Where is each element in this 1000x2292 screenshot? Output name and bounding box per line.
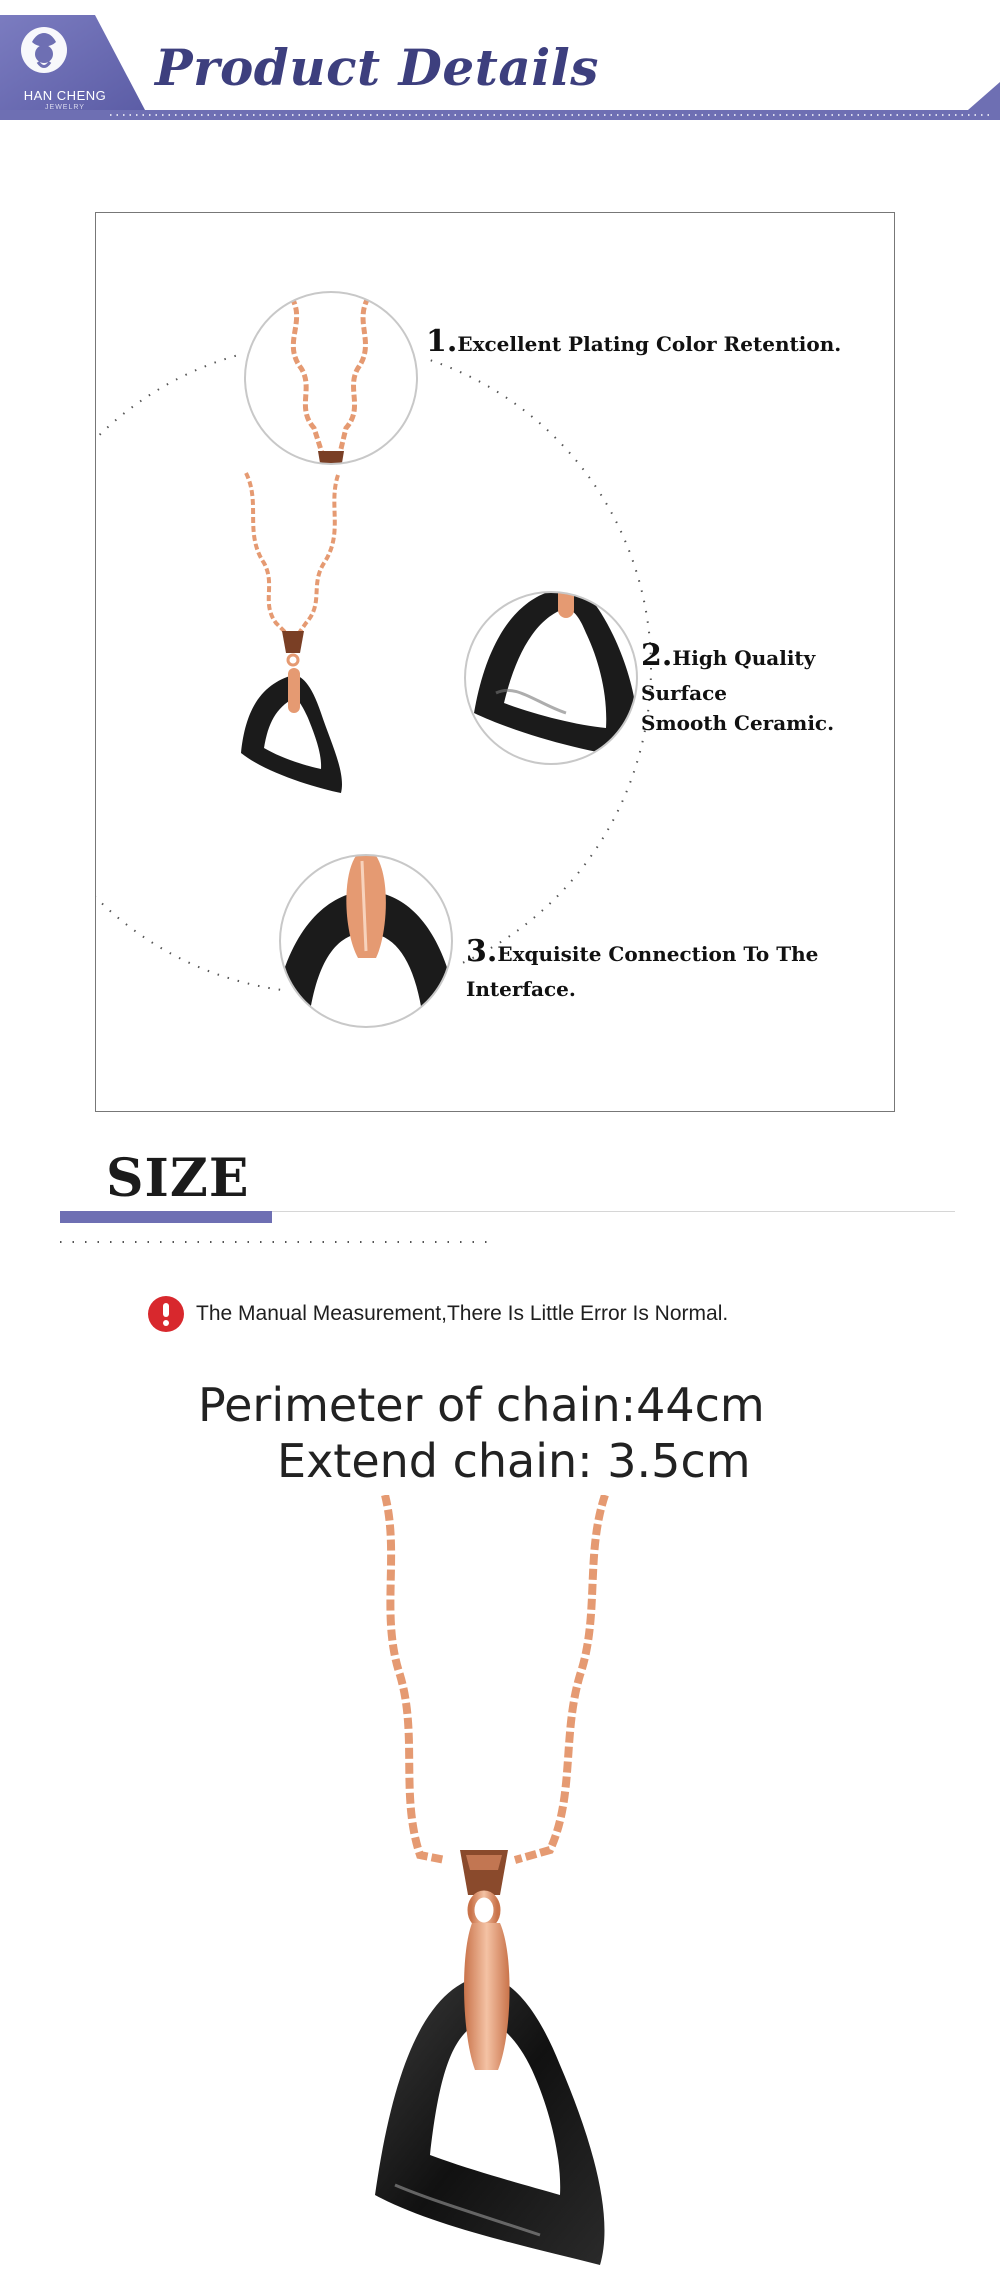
feature-2-text: High Quality Surface <box>641 646 816 705</box>
page-title: Product Details <box>155 38 599 97</box>
feature-3-number: 3. <box>466 934 498 969</box>
size-dots <box>60 1240 490 1244</box>
brand-subtitle: JEWELRY <box>45 104 85 111</box>
feature-panel <box>95 212 895 1112</box>
jewelry-logo-icon <box>21 27 67 73</box>
extend-chain: Extend chain: 3.5cm <box>277 1434 751 1488</box>
feature-3-text: Exquisite Connection To The Interface. <box>466 942 819 1001</box>
size-title: SIZE <box>106 1148 250 1209</box>
feature-1-number: 1. <box>426 324 458 359</box>
notice-text: The Manual Measurement,There Is Little Error Is Normal. <box>196 1302 729 1325</box>
feature-2-text-2: Smooth Ceramic. <box>641 711 835 735</box>
brand-name: HAN CHENG <box>23 88 107 103</box>
feature-2-number: 2. <box>641 638 673 673</box>
pendant-thumbnail <box>241 473 342 793</box>
chain-perimeter: Perimeter of chain:44cm <box>198 1378 765 1432</box>
feature-1 <box>426 319 841 364</box>
page-header <box>0 0 1000 125</box>
exclamation-icon <box>148 1296 184 1332</box>
feature-3 <box>466 929 894 1004</box>
size-accent-bar <box>60 1211 272 1223</box>
pendant-product-image <box>300 1495 700 2285</box>
feature-1-text: Excellent Plating Color Retention. <box>457 332 842 356</box>
feature-2 <box>641 633 894 738</box>
